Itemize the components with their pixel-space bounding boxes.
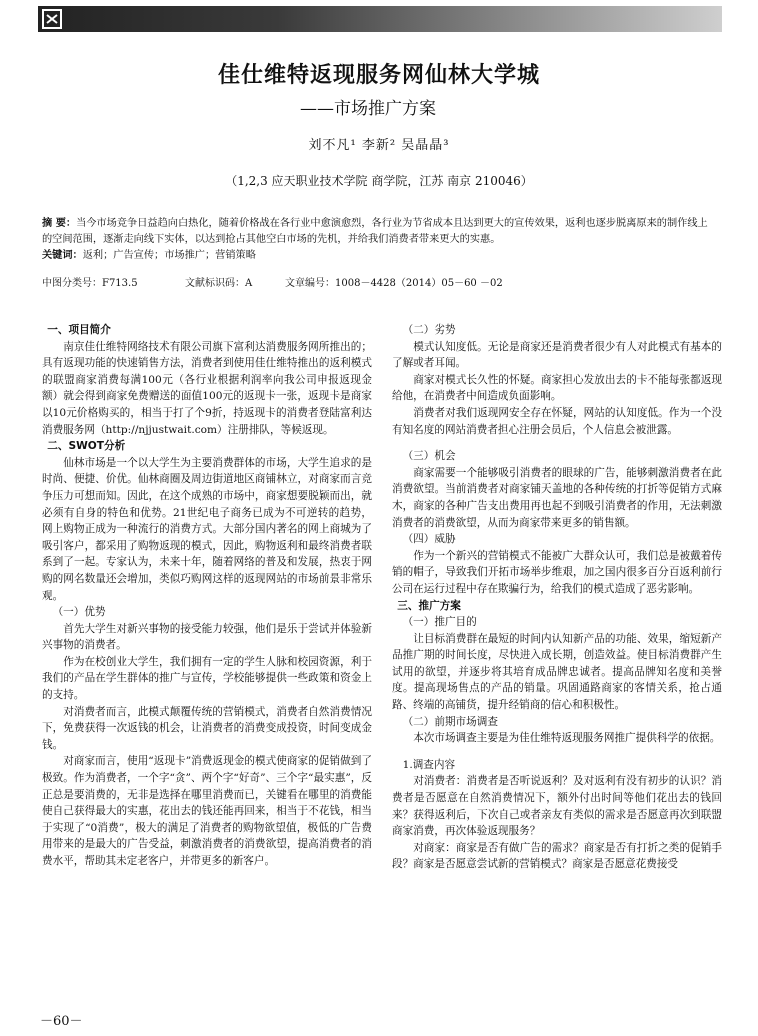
article-subtitle: ——市场推广方案 (300, 99, 436, 119)
keywords-label: 关键词： (42, 250, 83, 261)
article-number (285, 274, 503, 289)
journal-header-bar (38, 6, 722, 32)
paragraph: 商家对模式长久性的怀疑。商家担心发放出去的卡不能每张都返现给他，在消费者中间造成负面影响。 (392, 373, 722, 403)
paragraph: 商家需要一个能够吸引消费者的眼球的广告，能够刺激消费者在此消费欲望。当前消费者对商家铺天盖地的各种传统的打折等促销方式麻木，商家的各种广告支出费用再也起不到吸引消费者的作用，无法刺激消费者的消费欲望，从而为商家带来更多的销售额。 (392, 466, 722, 529)
spacer (392, 747, 722, 757)
subsection-heading: （一）优势 (52, 606, 106, 619)
authors: 刘不凡¹ 李新² 吴晶晶³ (308, 138, 450, 153)
abstract-block (42, 216, 717, 264)
classification (42, 274, 138, 289)
subsection-heading: 1.调查内容 (402, 758, 456, 771)
journal-logo-icon (42, 9, 62, 29)
section-heading: 三、推广方案 (397, 599, 461, 612)
affiliation: （1,2,3 应天职业技术学院 商学院，江苏 南京 210046） (225, 174, 533, 188)
subsection-heading: （三）机会 (402, 450, 456, 463)
article-number-label: 文章编号： (285, 278, 335, 289)
paragraph: 对消费者而言，此模式颠覆传统的营销模式，消费者自然消费情况下，免费获得一次返钱的机会，让消费者的消费变成投资，时间变成金钱。 (42, 705, 372, 751)
subsection-heading: （二）劣势 (402, 324, 456, 336)
section-heading: 二、SWOT分析 (47, 440, 126, 453)
doc-code (185, 274, 252, 289)
paragraph: 仙林市场是一个以大学生为主要消费群体的市场，大学生追求的是时尚、便捷、价优。仙林商圈及周边街道地区商铺林立，对商家而言竞争压力可想而知。因此，在这个成熟的市场中，商家想要脱颖而出，就必须有自身的特色和优势。21世纪电子商务已成为不可逆转的趋势，网上购物正成为一种流行的消费方式。大部分国内著名的网上商城为了吸引客户，都采用了购物返现的模式，因此，购物返利和最终消费者联系到了一起。专家认为，未来十年，随着网络的普及和发展，热衷于网购的网名数量还会增加，类似巧购网这样的返现网站的市场前景非常乐观。 (42, 456, 372, 602)
paragraph: 对商家：商家是否有做广告的需求？商家是否有打折之类的促销手段？商家是否愿意尝试新的营销模式？商家是否愿意花费接受 (392, 841, 722, 871)
doc-code-value: A (245, 278, 253, 289)
left-column (42, 322, 372, 870)
abstract-label: 摘 要： (42, 218, 77, 229)
abstract (42, 216, 717, 248)
subsection-heading: （二）前期市场调查 (402, 715, 498, 728)
subsection-heading: （四）威胁 (402, 533, 456, 546)
keywords (42, 248, 717, 264)
doc-code-label: 文献标识码： (185, 278, 245, 289)
paragraph: 作为一个新兴的营销模式不能被广大群众认可，我们总是被戴着传销的帽子，导致我们开拓市场举步维艰，加之国内很多百分百返利前行公司在运行过程中存在欺骗行为，给我们的模式造成了恶劣影响。 (392, 549, 722, 595)
paragraph: 消费者对我们返现网安全存在怀疑，网站的认知度低。作为一个没有知名度的网站消费者担心注册会员后，个人信息会被泄露。 (392, 406, 722, 436)
article-number-value: 1008－4428（2014）05－60 －02 (335, 278, 503, 289)
page-number: －60－ (40, 1014, 83, 1029)
paragraph: 对消费者：消费者是否听说返利？及对返利有没有初步的认识？消费者是否愿意在自然消费情况下，额外付出时间等他们花出去的钱回来？获得返利后，下次自己或者亲友有类似的需求是否愿意再次到联盟商家消费，再次体验返现服务？ (392, 775, 722, 838)
spacer (392, 438, 722, 448)
right-column (392, 322, 722, 873)
article-title: 佳仕维特返现服务网仙林大学城 (217, 63, 540, 88)
paragraph: 本次市场调查主要是为佳仕维特返现服务网推广提供科学的依据。 (413, 732, 721, 745)
keywords-text: 返利；广告宣传；市场推广；营销策略 (82, 250, 256, 261)
classification-label: 中图分类号： (42, 278, 102, 289)
paragraph: 作为在校创业大学生，我们拥有一定的学生人脉和校园资源，利于我们的产品在学生群体的推广与宣传，学校能够提供一些政策和资金上的支持。 (42, 655, 372, 702)
paragraph: 首先大学生对新兴事物的接受能力较强，他们是乐于尝试并体验新兴事物的消费者。 (42, 622, 372, 652)
subsection-heading: （一）推广目的 (402, 616, 477, 629)
classification-value: F713.5 (102, 278, 138, 289)
paragraph: 对商家而言，使用“返现卡”消费返现金的模式使商家的促销做到了极致。作为消费者，一个字“贪”、两个字“好奇”、三个字“最实惠”，反正总是要消费的，无非是选择在哪里消费而已，关键看在哪里的消费能使自己获得最大的实惠，花出去的钱还能再回来，相当于不花钱，相当于实现了“0消费”，极大的满足了消费者的购物欲望值，极低的广告费用带来的是最大的广告受益，刺激消费者的消费欲望，提高消费者的消费水平，帮助其未定老客户，并带更多的新客户。 (42, 755, 372, 867)
paragraph: 让目标消费群在最短的时间内认知新产品的功能、效果，缩短新产品推广期的时间长度，尽快进入成长期，创造效益。使目标消费群产生试用的欲望，并逐步将其培育成品牌忠诚者。提高品牌知名度和美誉度。提高现场售点的产品的销量。巩固通路商家的客情关系，抢占通路、终端的高铺货，提升经销商的信心和积极性。 (392, 632, 722, 712)
section-heading: 一、项目简介 (47, 324, 111, 336)
paragraph: 模式认知度低。无论是商家还是消费者很少有人对此模式有基本的了解或者耳闻。 (392, 340, 722, 370)
abstract-text: 当今市场竞争日益趋向白热化，随着价格战在各行业中愈演愈烈，各行业为节省成本且达到更大的宣传效果，返利也逐步脱离原来的制作线上的空间范围，逐渐走向线下实体，以达到抢占其他空白市场的先机，并给我们消费者带来更大的实惠。 (42, 218, 708, 245)
paragraph: 南京佳仕维特网络技术有限公司旗下富利达消费服务网所推出的；具有返现功能的快速销售方法，消费者到使用佳仕维特推出的返利模式的联盟商家消费每满100元（各行业根据利润率向我公司申报返现金额）就会得到商家免费赠送的面值100元的返现卡一张，返现卡是商家以10元价格购买的，相当于打了个9折，持返现卡的消费者登陆富利达消费服务网（http://njjustwait.com）注册排队，等候返现。 (42, 340, 372, 436)
